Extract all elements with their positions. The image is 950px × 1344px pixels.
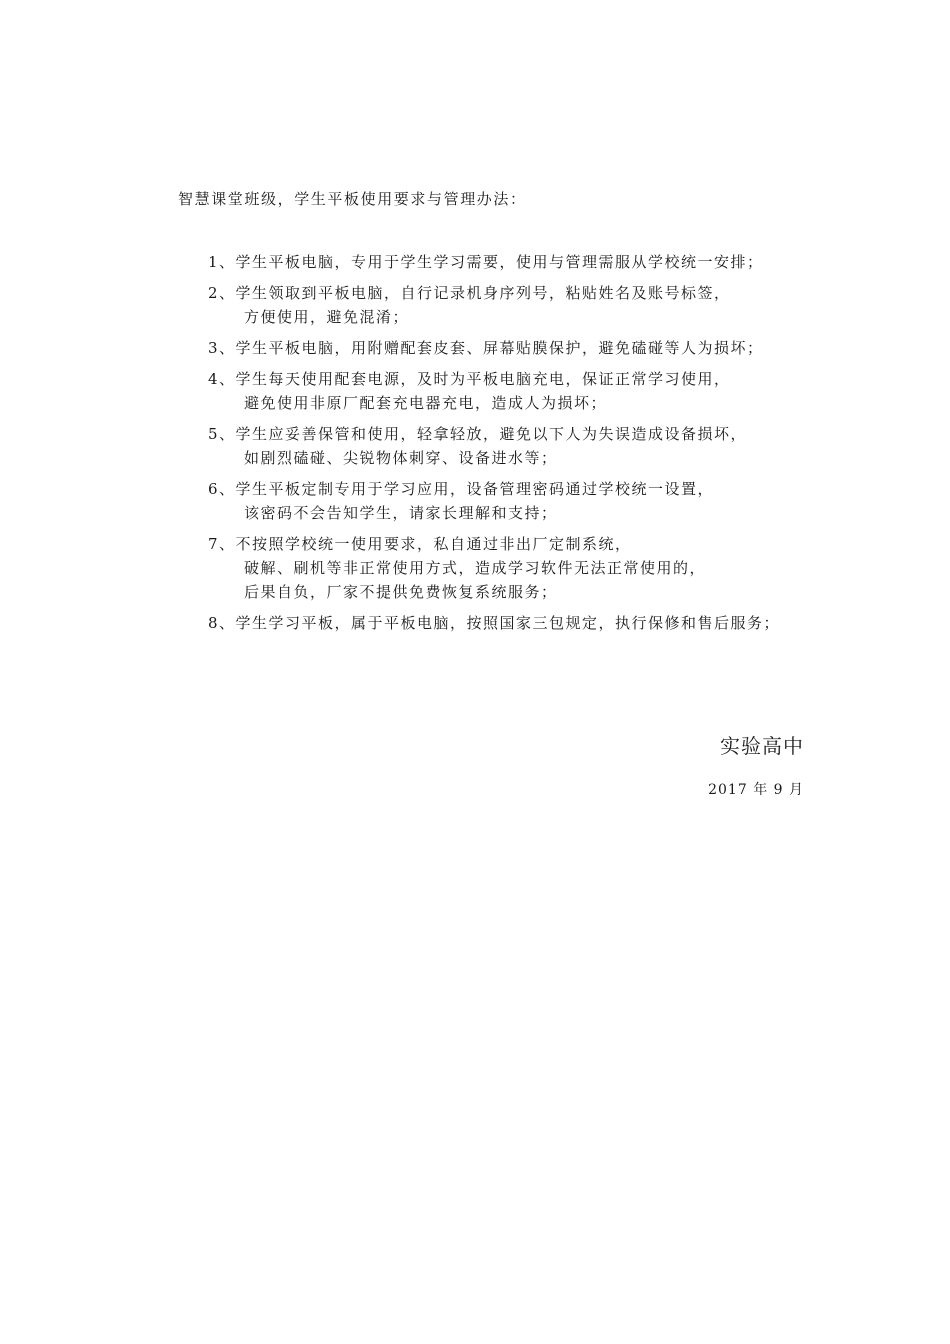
rule-item [208,477,828,525]
rule-text: 1、学生平板电脑，专用于学生学习需要，使用与管理需服从学校统一安排； [208,253,764,271]
rule-item [208,336,828,360]
rule-item [208,250,828,274]
rule-text: 6、学生平板定制专用于学习应用，设备管理密码通过学校统一设置， [208,480,715,498]
rule-continuation-text: 如剧烈磕碰、尖锐物体刺穿、设备进水等； [244,449,558,467]
document-heading: 智慧课堂班级，学生平板使用要求与管理办法： [178,190,527,208]
rule-item [208,422,828,470]
rule-text: 2、学生领取到平板电脑，自行记录机身序列号，粘贴姓名及账号标签， [208,284,731,302]
rule-text: 8、学生学习平板，属于平板电脑，按照国家三包规定，执行保修和售后服务； [208,614,781,632]
rule-continuation-text: 避免使用非原厂配套充电器充电，造成人为损坏； [244,394,608,412]
signature-date: 2017 年 9 月 [708,782,804,798]
rule-item [208,281,828,329]
rule-item [208,611,828,635]
rules-list [208,250,828,635]
rule-continuation-text: 该密码不会告知学生，请家长理解和支持； [244,504,558,522]
rule-continuation-text: 后果自负，厂家不提供免费恢复系统服务； [244,583,558,601]
rule-text: 7、不按照学校统一使用要求，私自通过非出厂定制系统， [208,535,632,553]
signature-school-name: 实验高中 [720,734,804,758]
rule-continuation-text: 破解、刷机等非正常使用方式，造成学习软件无法正常使用的， [244,559,707,577]
rule-item [208,367,828,415]
rule-item [208,532,828,604]
rule-text: 4、学生每天使用配套电源，及时为平板电脑充电，保证正常学习使用， [208,370,731,388]
rule-text: 3、学生平板电脑，用附赠配套皮套、屏幕贴膜保护，避免磕碰等人为损坏； [208,339,764,357]
rule-continuation-text: 方便使用，避免混淆； [244,308,410,326]
rule-text: 5、学生应妥善保管和使用，轻拿轻放，避免以下人为失误造成设备损坏， [208,425,748,443]
